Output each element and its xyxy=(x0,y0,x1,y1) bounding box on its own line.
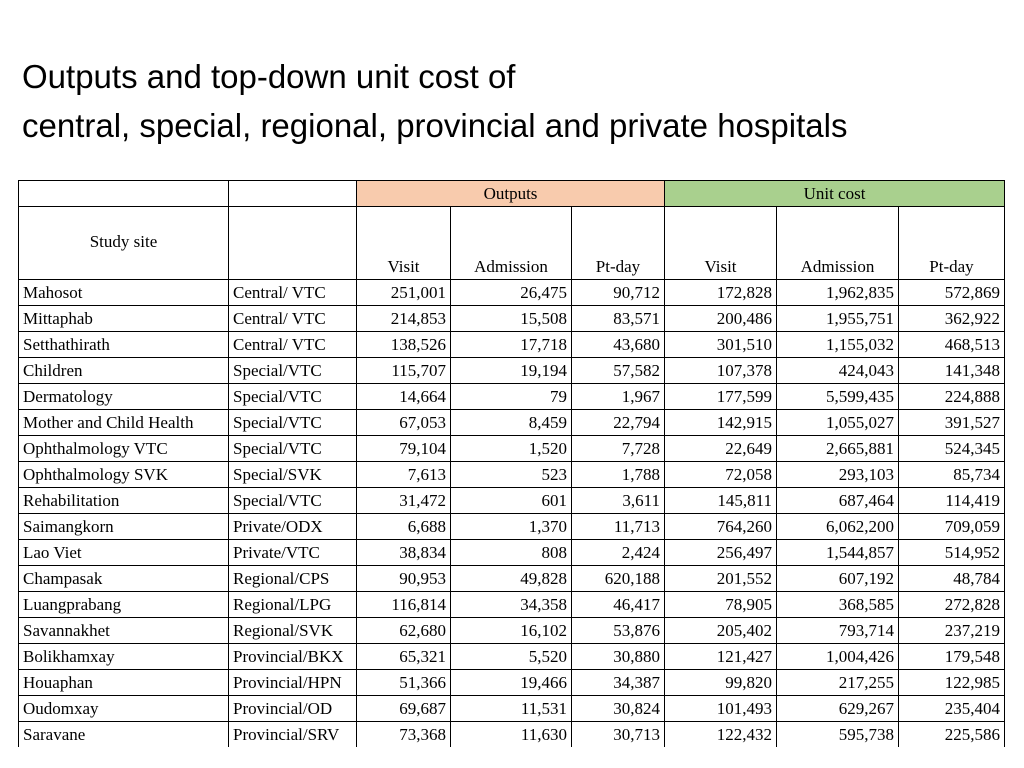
table-row xyxy=(19,462,1005,488)
group-header-row xyxy=(19,181,1005,207)
value-cell: 468,513 xyxy=(899,332,1005,358)
column-header-row xyxy=(19,207,1005,280)
value-cell: 83,571 xyxy=(572,306,665,332)
value-cell: 235,404 xyxy=(899,696,1005,722)
value-cell: 17,718 xyxy=(451,332,572,358)
slide-title xyxy=(22,52,847,150)
study-site-cell: Dermatology xyxy=(19,384,229,410)
value-cell: 6,062,200 xyxy=(777,514,899,540)
value-cell: 138,526 xyxy=(357,332,451,358)
value-cell: 11,531 xyxy=(451,696,572,722)
value-cell: 46,417 xyxy=(572,592,665,618)
hospital-type-cell: Regional/SVK xyxy=(229,618,357,644)
value-cell: 2,424 xyxy=(572,540,665,566)
blank-header-cell xyxy=(19,181,229,207)
value-cell: 205,402 xyxy=(665,618,777,644)
hospital-type-cell: Provincial/HPN xyxy=(229,670,357,696)
value-cell: 524,345 xyxy=(899,436,1005,462)
table-row xyxy=(19,618,1005,644)
value-cell: 26,475 xyxy=(451,280,572,306)
study-site-cell: Luangprabang xyxy=(19,592,229,618)
table-row xyxy=(19,332,1005,358)
value-cell: 38,834 xyxy=(357,540,451,566)
table-row xyxy=(19,410,1005,436)
value-cell: 201,552 xyxy=(665,566,777,592)
value-cell: 808 xyxy=(451,540,572,566)
value-cell: 362,922 xyxy=(899,306,1005,332)
column-header: Admission xyxy=(451,207,572,280)
value-cell: 116,814 xyxy=(357,592,451,618)
value-cell: 237,219 xyxy=(899,618,1005,644)
study-site-cell: Ophthalmology SVK xyxy=(19,462,229,488)
value-cell: 48,784 xyxy=(899,566,1005,592)
value-cell: 85,734 xyxy=(899,462,1005,488)
value-cell: 43,680 xyxy=(572,332,665,358)
value-cell: 15,508 xyxy=(451,306,572,332)
table-row xyxy=(19,670,1005,696)
table-row xyxy=(19,280,1005,306)
value-cell: 115,707 xyxy=(357,358,451,384)
value-cell: 6,688 xyxy=(357,514,451,540)
table-row xyxy=(19,566,1005,592)
value-cell: 368,585 xyxy=(777,592,899,618)
value-cell: 595,738 xyxy=(777,722,899,748)
value-cell: 2,665,881 xyxy=(777,436,899,462)
value-cell: 30,880 xyxy=(572,644,665,670)
hospital-type-cell: Special/VTC xyxy=(229,384,357,410)
value-cell: 8,459 xyxy=(451,410,572,436)
column-header: Visit xyxy=(665,207,777,280)
hospital-type-cell: Regional/LPG xyxy=(229,592,357,618)
study-site-cell: Savannakhet xyxy=(19,618,229,644)
value-cell: 687,464 xyxy=(777,488,899,514)
table-row xyxy=(19,306,1005,332)
hospital-type-cell: Central/ VTC xyxy=(229,332,357,358)
study-site-cell: Champasak xyxy=(19,566,229,592)
value-cell: 177,599 xyxy=(665,384,777,410)
value-cell: 7,728 xyxy=(572,436,665,462)
table-row xyxy=(19,358,1005,384)
value-cell: 172,828 xyxy=(665,280,777,306)
study-site-cell: Mahosot xyxy=(19,280,229,306)
study-site-cell: Setthathirath xyxy=(19,332,229,358)
value-cell: 69,687 xyxy=(357,696,451,722)
hospital-type-cell: Special/SVK xyxy=(229,462,357,488)
hospital-type-cell: Provincial/OD xyxy=(229,696,357,722)
value-cell: 145,811 xyxy=(665,488,777,514)
blank-header-cell xyxy=(229,181,357,207)
value-cell: 629,267 xyxy=(777,696,899,722)
value-cell: 34,358 xyxy=(451,592,572,618)
value-cell: 101,493 xyxy=(665,696,777,722)
title-line-2: central, special, regional, provincial and private hospitals xyxy=(22,107,848,144)
table-row xyxy=(19,592,1005,618)
value-cell: 251,001 xyxy=(357,280,451,306)
value-cell: 179,548 xyxy=(899,644,1005,670)
value-cell: 224,888 xyxy=(899,384,1005,410)
study-site-cell: Ophthalmology VTC xyxy=(19,436,229,462)
hospital-type-cell: Special/VTC xyxy=(229,410,357,436)
value-cell: 523 xyxy=(451,462,572,488)
value-cell: 217,255 xyxy=(777,670,899,696)
hospital-type-cell: Provincial/SRV xyxy=(229,722,357,748)
value-cell: 5,599,435 xyxy=(777,384,899,410)
value-cell: 5,520 xyxy=(451,644,572,670)
study-site-cell: Mother and Child Health xyxy=(19,410,229,436)
value-cell: 272,828 xyxy=(899,592,1005,618)
value-cell: 122,432 xyxy=(665,722,777,748)
table-row xyxy=(19,644,1005,670)
study-site-header: Study site xyxy=(19,207,229,280)
study-site-cell: Saimangkorn xyxy=(19,514,229,540)
study-site-cell: Children xyxy=(19,358,229,384)
hospital-type-cell: Private/ODX xyxy=(229,514,357,540)
table-row xyxy=(19,696,1005,722)
value-cell: 1,967 xyxy=(572,384,665,410)
hospital-type-cell: Regional/CPS xyxy=(229,566,357,592)
table-row xyxy=(19,436,1005,462)
value-cell: 1,370 xyxy=(451,514,572,540)
hospital-type-cell: Private/VTC xyxy=(229,540,357,566)
value-cell: 57,582 xyxy=(572,358,665,384)
table-row xyxy=(19,540,1005,566)
title-line-1: Outputs and top-down unit cost of xyxy=(22,58,516,95)
study-site-cell: Rehabilitation xyxy=(19,488,229,514)
value-cell: 67,053 xyxy=(357,410,451,436)
value-cell: 141,348 xyxy=(899,358,1005,384)
value-cell: 49,828 xyxy=(451,566,572,592)
value-cell: 3,611 xyxy=(572,488,665,514)
value-cell: 1,788 xyxy=(572,462,665,488)
study-site-cell: Houaphan xyxy=(19,670,229,696)
table-row xyxy=(19,514,1005,540)
value-cell: 53,876 xyxy=(572,618,665,644)
value-cell: 514,952 xyxy=(899,540,1005,566)
table-row xyxy=(19,384,1005,410)
value-cell: 107,378 xyxy=(665,358,777,384)
outputs-group-header: Outputs xyxy=(357,181,665,207)
value-cell: 764,260 xyxy=(665,514,777,540)
value-cell: 19,466 xyxy=(451,670,572,696)
hospital-type-cell: Central/ VTC xyxy=(229,280,357,306)
value-cell: 22,794 xyxy=(572,410,665,436)
value-cell: 607,192 xyxy=(777,566,899,592)
blank-header-cell xyxy=(229,207,357,280)
table-body xyxy=(19,280,1005,748)
value-cell: 1,004,426 xyxy=(777,644,899,670)
value-cell: 73,368 xyxy=(357,722,451,748)
value-cell: 19,194 xyxy=(451,358,572,384)
value-cell: 79 xyxy=(451,384,572,410)
value-cell: 1,520 xyxy=(451,436,572,462)
value-cell: 78,905 xyxy=(665,592,777,618)
value-cell: 121,427 xyxy=(665,644,777,670)
column-header: Pt-day xyxy=(572,207,665,280)
value-cell: 1,055,027 xyxy=(777,410,899,436)
value-cell: 142,915 xyxy=(665,410,777,436)
value-cell: 72,058 xyxy=(665,462,777,488)
value-cell: 90,712 xyxy=(572,280,665,306)
hospital-type-cell: Special/VTC xyxy=(229,436,357,462)
value-cell: 65,321 xyxy=(357,644,451,670)
hospital-type-cell: Special/VTC xyxy=(229,488,357,514)
value-cell: 200,486 xyxy=(665,306,777,332)
value-cell: 214,853 xyxy=(357,306,451,332)
value-cell: 11,713 xyxy=(572,514,665,540)
value-cell: 51,366 xyxy=(357,670,451,696)
value-cell: 1,155,032 xyxy=(777,332,899,358)
value-cell: 31,472 xyxy=(357,488,451,514)
value-cell: 620,188 xyxy=(572,566,665,592)
study-site-cell: Mittaphab xyxy=(19,306,229,332)
column-header: Admission xyxy=(777,207,899,280)
value-cell: 7,613 xyxy=(357,462,451,488)
cost-table xyxy=(18,180,1005,748)
hospital-type-cell: Central/ VTC xyxy=(229,306,357,332)
value-cell: 256,497 xyxy=(665,540,777,566)
hospital-type-cell: Special/VTC xyxy=(229,358,357,384)
study-site-cell: Oudomxay xyxy=(19,696,229,722)
value-cell: 79,104 xyxy=(357,436,451,462)
column-header: Pt-day xyxy=(899,207,1005,280)
value-cell: 62,680 xyxy=(357,618,451,644)
value-cell: 601 xyxy=(451,488,572,514)
value-cell: 114,419 xyxy=(899,488,1005,514)
value-cell: 30,713 xyxy=(572,722,665,748)
study-site-cell: Lao Viet xyxy=(19,540,229,566)
value-cell: 424,043 xyxy=(777,358,899,384)
value-cell: 16,102 xyxy=(451,618,572,644)
value-cell: 225,586 xyxy=(899,722,1005,748)
value-cell: 99,820 xyxy=(665,670,777,696)
value-cell: 11,630 xyxy=(451,722,572,748)
value-cell: 122,985 xyxy=(899,670,1005,696)
unit-cost-group-header: Unit cost xyxy=(665,181,1005,207)
value-cell: 709,059 xyxy=(899,514,1005,540)
hospital-type-cell: Provincial/BKX xyxy=(229,644,357,670)
bottom-margin xyxy=(0,747,1024,768)
value-cell: 391,527 xyxy=(899,410,1005,436)
value-cell: 1,544,857 xyxy=(777,540,899,566)
value-cell: 1,955,751 xyxy=(777,306,899,332)
value-cell: 14,664 xyxy=(357,384,451,410)
value-cell: 90,953 xyxy=(357,566,451,592)
value-cell: 22,649 xyxy=(665,436,777,462)
study-site-cell: Bolikhamxay xyxy=(19,644,229,670)
study-site-cell: Saravane xyxy=(19,722,229,748)
table-row xyxy=(19,722,1005,748)
value-cell: 30,824 xyxy=(572,696,665,722)
value-cell: 1,962,835 xyxy=(777,280,899,306)
table-row xyxy=(19,488,1005,514)
value-cell: 793,714 xyxy=(777,618,899,644)
value-cell: 301,510 xyxy=(665,332,777,358)
value-cell: 34,387 xyxy=(572,670,665,696)
value-cell: 293,103 xyxy=(777,462,899,488)
column-header: Visit xyxy=(357,207,451,280)
value-cell: 572,869 xyxy=(899,280,1005,306)
